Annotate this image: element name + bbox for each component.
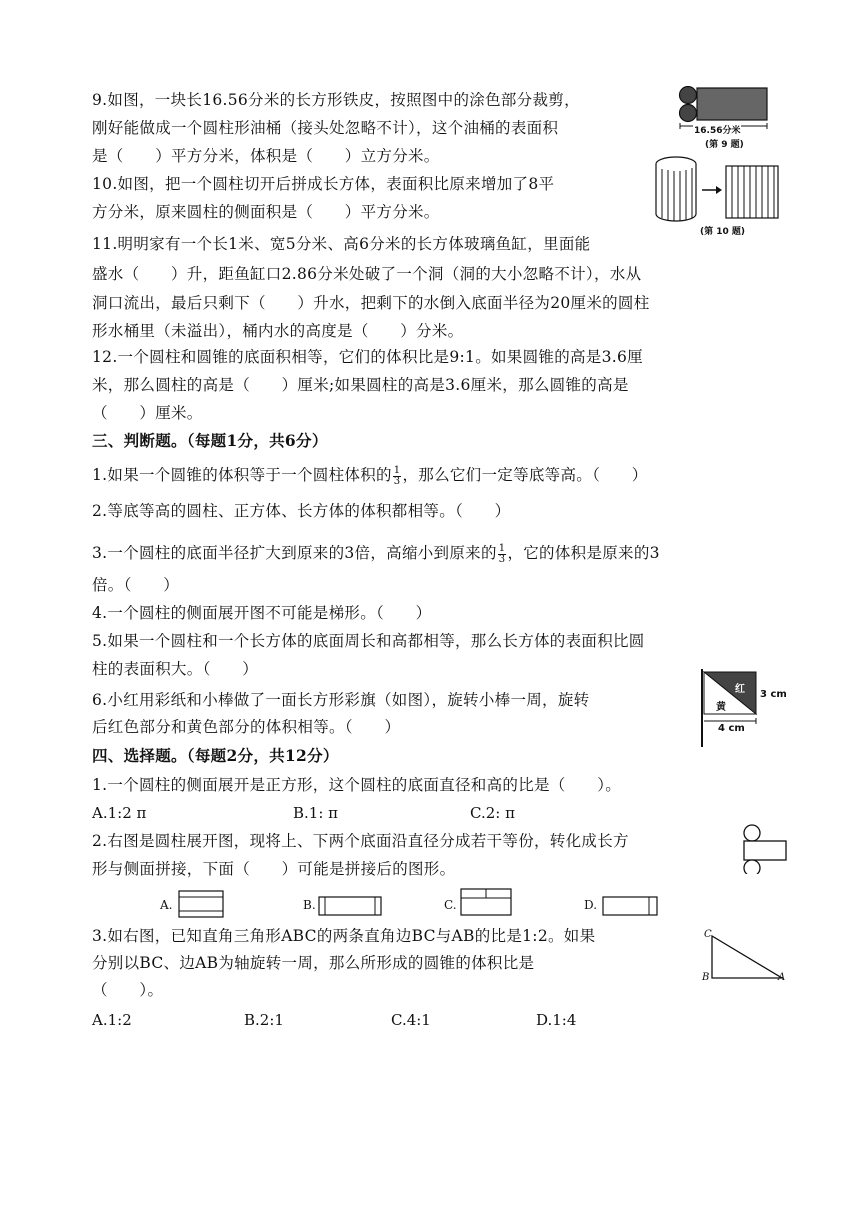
q11-line4: 形水桶里（未溢出），桶内水的高度是（ ）分米。: [92, 322, 464, 340]
choice-2-option-b-shape: [318, 896, 382, 916]
choice-2-line2: 形与侧面拼接，下面（ ）可能是拼接后的图形。: [92, 860, 456, 878]
choice-1-option-c: C.2: π: [470, 804, 515, 822]
choice-2-option-c-label: C.: [444, 898, 457, 912]
judge-2: 2.等底等高的圆柱、正方体、长方体的体积都相等。（ ）: [92, 502, 511, 520]
choice-1-option-b: B.1: π: [293, 804, 339, 822]
judge-5-line2: 柱的表面积大。（ ）: [92, 660, 259, 678]
judge-6-line2: 后红色部分和黄色部分的体积相等。（ ）: [92, 718, 401, 736]
q9-line2: 刚好能做成一个圆柱形油桶（接头处忽略不计），这个油桶的表面积: [92, 119, 559, 137]
judge-1-pre: 1.如果一个圆锥的体积等于一个圆柱体积的: [92, 466, 392, 484]
choice-3-option-a: A.1:2: [92, 1011, 132, 1029]
judge-3-frac-den: 3: [498, 553, 506, 565]
q11-line3: 洞口流出，最后只剩下（ ）升水，把剩下的水倒入底面半径为20厘米的圆柱: [92, 294, 650, 312]
flag-width-label: 4 cm: [718, 723, 745, 734]
flag-red-label: 红: [735, 684, 745, 695]
judge-1: [92, 464, 648, 487]
choice-2-option-c-shape: [460, 888, 512, 916]
triangle-abc-figure: [702, 928, 790, 984]
choice-2-option-a-label: A.: [160, 898, 173, 912]
judge-3-frac-num: 1: [498, 542, 506, 554]
choice-3-option-b: B.2:1: [244, 1011, 284, 1029]
q9-fig-caption: (第 9 题): [705, 140, 744, 150]
choice-2-option-d-label: D.: [584, 898, 598, 912]
flag-figure: [698, 669, 770, 747]
choice-2-line1: 2.右图是圆柱展开图，现将上、下两个底面沿直径分成若干等份，转化成长方: [92, 832, 629, 850]
judge-3-line2: 倍。（ ）: [92, 576, 180, 594]
judge-1-post: ，那么它们一定等底等高。（ ）: [402, 466, 648, 484]
choice-2-option-b-label: B.: [303, 898, 316, 912]
q9-line3: 是（ ）平方分米，体积是（ ）立方分米。: [92, 147, 440, 165]
triangle-label-c: C: [704, 929, 712, 940]
choice-3-option-d: D.1:4: [536, 1011, 577, 1029]
q11-line1: 11.明明家有一个长1米、宽5分米、高6分米的长方体玻璃鱼缸，里面能: [92, 235, 591, 253]
judge-3-fraction: [498, 544, 507, 565]
q11-line2: 盛水（ ）升，距鱼缸口2.86分米处破了一个洞（洞的大小忽略不计），水从: [92, 265, 642, 283]
q10-line1: 10.如图，把一个圆柱切开后拼成长方体，表面积比原来增加了8平: [92, 175, 555, 193]
judge-3-pre: 3.一个圆柱的底面半径扩大到原来的3倍，高缩小到原来的: [92, 544, 497, 562]
cylinder-net-figure: [740, 822, 790, 874]
q12-line3: （ ）厘米。: [92, 404, 203, 422]
choice-2-option-a-shape: [178, 890, 224, 918]
choice-3-line2: 分别以BC、边AB为轴旋转一周，那么所形成的圆锥的体积比是: [92, 954, 535, 972]
judge-3: [92, 542, 660, 565]
choice-3-line3: （ ）。: [92, 981, 164, 999]
choice-3-line1: 3.如右图，已知直角三角形ABC的两条直角边BC与AB的比是1:2。如果: [92, 927, 596, 945]
judge-1-frac-den: 3: [393, 475, 401, 487]
judge-3-post: ，它的体积是原来的3: [507, 544, 660, 562]
q12-line2: 米，那么圆柱的高是（ ）厘米;如果圆柱的高是3.6厘米，那么圆锥的高是: [92, 376, 629, 394]
flag-height-label: 3 cm: [760, 689, 787, 700]
q10-line2: 方分米，原来圆柱的侧面积是（ ）平方分米。: [92, 203, 440, 221]
choice-1-option-a: A.1:2 π: [92, 804, 147, 822]
triangle-label-b: B: [702, 972, 710, 983]
q9-line1: 9.如图，一块长16.56分米的长方形铁皮，按照图中的涂色部分裁剪，: [92, 91, 580, 109]
judge-4: 4.一个圆柱的侧面展开图不可能是梯形。（ ）: [92, 604, 432, 622]
section4-heading: 四、选择题。（每题2分，共12分）: [92, 746, 339, 765]
judge-1-fraction: [393, 466, 402, 487]
choice-1: 1.一个圆柱的侧面展开是正方形，这个圆柱的底面直径和高的比是（ ）。: [92, 776, 622, 794]
flag-yellow-label: 黄: [716, 702, 726, 713]
judge-6-line1: 6.小红用彩纸和小棒做了一面长方形彩旗（如图），旋转小棒一周，旋转: [92, 691, 590, 709]
q9-fig-length: 16.56分米: [693, 123, 741, 136]
choice-2-option-d-shape: [602, 896, 658, 916]
triangle-label-a: A: [778, 972, 786, 983]
q10-fig-caption: (第 10 题): [700, 227, 746, 237]
section3-heading: 三、判断题。（每题1分，共6分）: [92, 431, 328, 450]
judge-1-frac-num: 1: [393, 464, 401, 476]
choice-3-option-c: C.4:1: [391, 1011, 431, 1029]
judge-5-line1: 5.如果一个圆柱和一个长方体的底面周长和高都相等，那么长方体的表面积比圆: [92, 632, 645, 650]
q10-figure: [654, 154, 782, 224]
q12-line1: 12.一个圆柱和圆锥的底面积相等，它们的体积比是9:1。如果圆锥的高是3.6厘: [92, 348, 643, 366]
